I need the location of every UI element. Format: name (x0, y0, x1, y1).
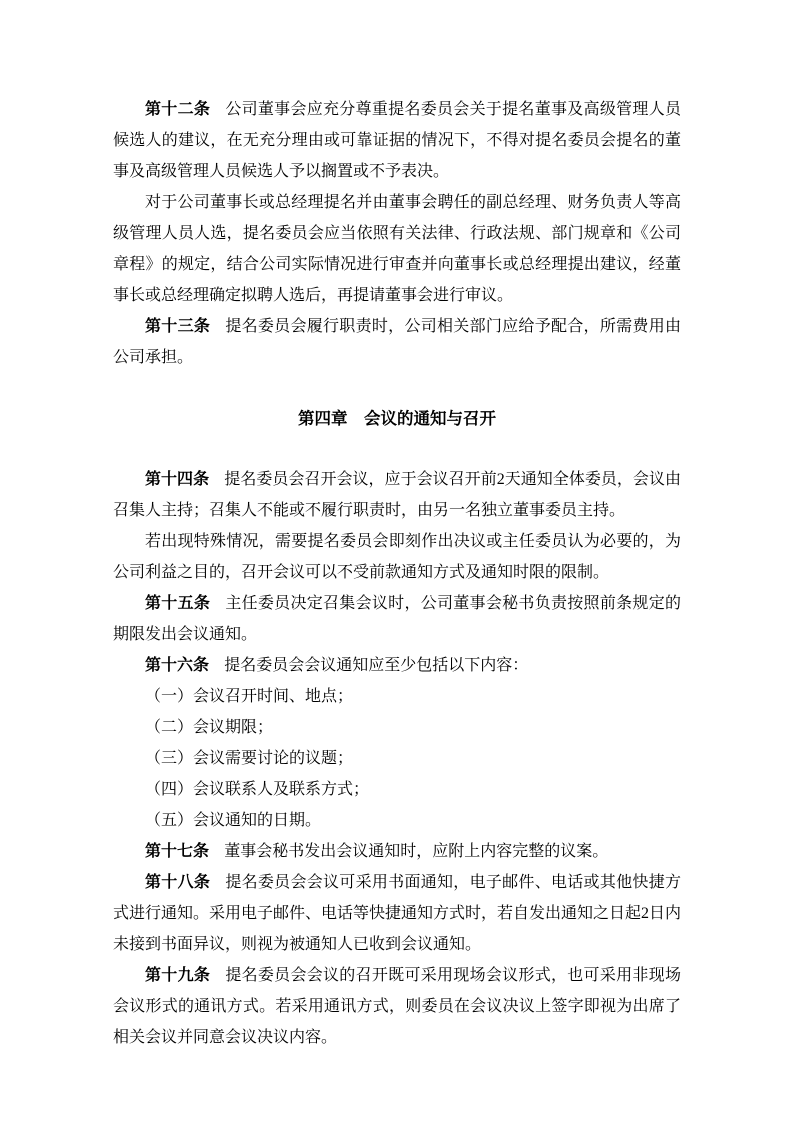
article-14-number: 第十四条 (145, 471, 210, 488)
article-17-number: 第十七条 (145, 843, 210, 860)
notice-item-5: （五）会议通知的日期。 (145, 812, 322, 829)
article-19-text: 提名委员会会议的召开既可采用现场会议形式，也可采用非现场会议形式的通讯方式。若采用通讯方式，则委员在会议决议上签字即视为出席了相关会议并同意会议决议内容。 (113, 967, 681, 1046)
article-12-paragraph (113, 94, 681, 187)
article-13-paragraph (113, 311, 681, 373)
chapter-4-heading: 第四章 会议的通知与召开 (298, 409, 496, 428)
article-17-text: 董事会秘书发出会议通知时，应附上内容完整的议案。 (224, 843, 609, 860)
article-15-paragraph (113, 588, 681, 650)
article-19-number: 第十九条 (145, 967, 211, 984)
article-12-continuation-paragraph: 对于公司董事长或总经理提名并由董事会聘任的副总经理、财务负责人等高级管理人员人选，提名委员会应当依照有关法律、行政法规、部门规章和《公司章程》的规定，结合公司实际情况进行审查并向董事长或总经理提出建议，经董事长或总经理确定拟聘人选后，再提请董事会进行审议。 (113, 194, 681, 304)
article-12-number: 第十二条 (145, 101, 211, 118)
article-16-paragraph (113, 650, 681, 681)
article-12-text: 公司董事会应充分尊重提名委员会关于提名董事及高级管理人员候选人的建议，在无充分理由或可靠证据的情况下，不得对提名委员会提名的董事及高级管理人员候选人予以搁置或不予表决。 (113, 101, 681, 180)
article-15-number: 第十五条 (145, 595, 211, 612)
notice-item-3: （三）会议需要讨论的议题； (145, 750, 354, 767)
article-18-text: 提名委员会会议可采用书面通知，电子邮件、电话或其他快捷方式进行通知。采用电子邮件、电话等快捷通知方式时，若自发出通知之日起2日内未接到书面异议，则视为被通知人已收到会议通知。 (113, 874, 682, 953)
article-13-number: 第十三条 (145, 318, 211, 335)
article-16-number: 第十六条 (145, 657, 210, 674)
article-13-text: 提名委员会履行职责时，公司相关部门应给予配合，所需费用由公司承担。 (113, 318, 681, 366)
article-14-paragraph (113, 464, 681, 526)
article-14-text: 提名委员会召开会议，应于会议召开前2天通知全体委员，会议由召集人主持；召集人不能或不履行职责时，由另一名独立董事委员主持。 (113, 471, 681, 519)
article-19-paragraph (113, 960, 681, 1053)
article-16-text: 提名委员会会议通知应至少包括以下内容： (224, 657, 529, 674)
notice-item-4: （四）会议联系人及联系方式； (145, 781, 370, 798)
article-18-paragraph (113, 867, 681, 960)
article-15-text: 主任委员决定召集会议时，公司董事会秘书负责按照前条规定的期限发出会议通知。 (113, 595, 681, 643)
notice-item-2: （二）会议期限； (145, 719, 274, 736)
article-18-number: 第十八条 (145, 874, 211, 891)
article-14-continuation-paragraph: 若出现特殊情况，需要提名委员会即刻作出决议或主任委员认为必要的，为公司利益之目的，召开会议可以不受前款通知方式及通知时限的限制。 (113, 533, 681, 581)
notice-item-1: （一）会议召开时间、地点； (145, 688, 354, 705)
article-17-paragraph (113, 836, 681, 867)
